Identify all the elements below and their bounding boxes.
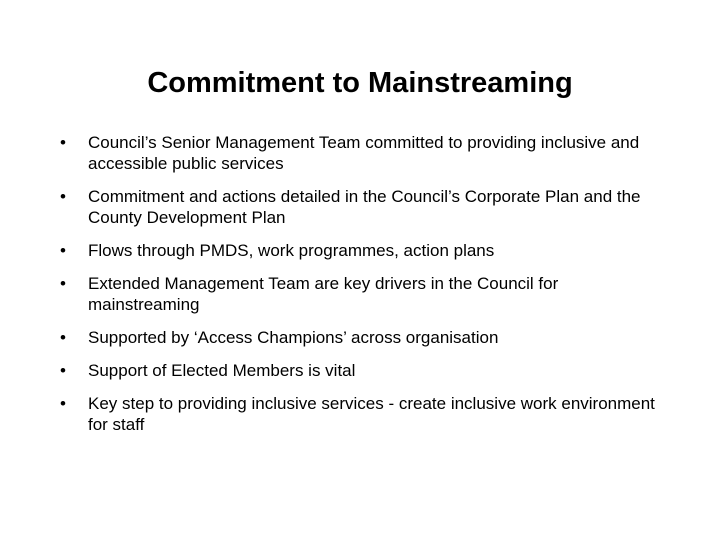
bullet-icon: • [60,133,66,152]
bullet-list [60,132,660,447]
bullet-item [60,273,660,315]
bullet-item [60,132,660,174]
bullet-icon: • [60,328,66,347]
bullet-text: Flows through PMDS, work programmes, action plans [88,241,495,260]
bullet-item [60,327,660,348]
bullet-item [60,240,660,261]
bullet-item [60,393,660,435]
slide-title: Commitment to Mainstreaming [147,67,573,99]
bullet-icon: • [60,241,66,260]
bullet-icon: • [60,187,66,206]
bullet-item [60,360,660,381]
bullet-text: Extended Management Team are key drivers in the Council for mainstreaming [88,274,559,314]
bullet-item [60,186,660,228]
bullet-text: Key step to providing inclusive services - create inclusive work environment for staff [88,394,655,434]
bullet-icon: • [60,274,66,293]
bullet-text: Council’s Senior Management Team committed to providing inclusive and accessible public services [88,133,640,173]
bullet-icon: • [60,394,66,413]
bullet-text: Support of Elected Members is vital [88,361,356,380]
bullet-text: Commitment and actions detailed in the Council’s Corporate Plan and the County Development Plan [88,187,641,227]
bullet-text: Supported by ‘Access Champions’ across organisation [88,328,499,347]
bullet-icon: • [60,361,66,380]
